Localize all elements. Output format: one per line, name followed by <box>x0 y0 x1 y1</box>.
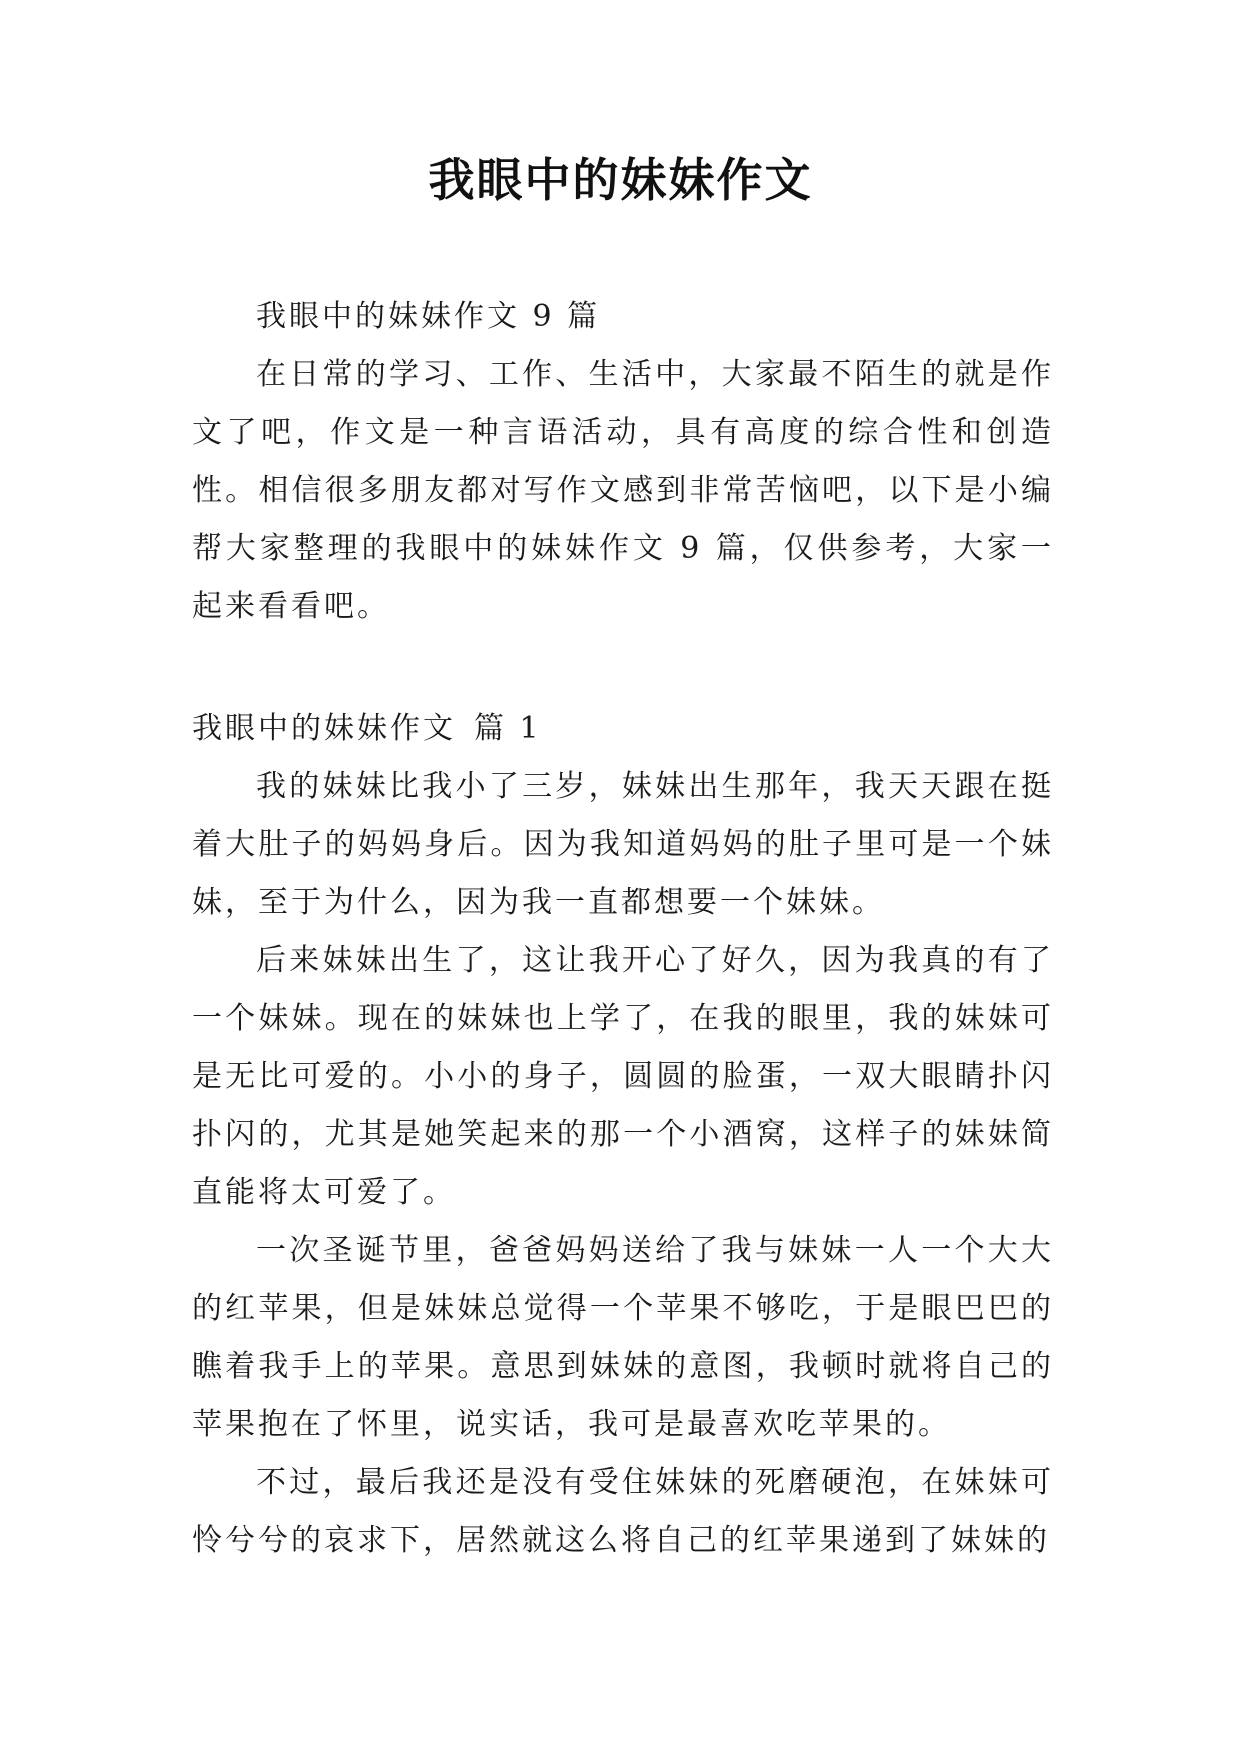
body-paragraph: 后来妹妹出生了，这让我开心了好久，因为我真的有了一个妹妹。现在的妹妹也上学了，在我的眼里，我的妹妹可是无比可爱的。小小的身子，圆圆的脸蛋，一双大眼睛扑闪扑闪的，尤其是她笑起来的那一个小酒窝，这样子的妹妹简直能将太可爱了。 <box>192 943 1054 1210</box>
document-title: 我眼中的妹妹作文 <box>428 153 813 207</box>
intro-paragraph: 在日常的学习、工作、生活中，大家最不陌生的就是作文了吧，作文是一种言语活动，具有高度的综合性和创造性。相信很多朋友都对写作文感到非常苦恼吧，以下是小编帮大家整理的我眼中的妹妹作文 9 篇，仅供参考，大家一起来看看吧。 <box>192 357 1054 624</box>
section-heading-number: 篇 1 <box>474 711 542 746</box>
body-paragraph: 不过，最后我还是没有受住妹妹的死磨硬泡，在妹妹可怜兮兮的哀求下，居然就这么将自己的红苹果递到了妹妹的 <box>192 1465 1054 1558</box>
body-paragraph: 一次圣诞节里，爸爸妈妈送给了我与妹妹一人一个大大的红苹果，但是妹妹总觉得一个苹果不够吃，于是眼巴巴的瞧着我手上的苹果。意思到妹妹的意图，我顿时就将自己的苹果抱在了怀里，说实话，我可是最喜欢吃苹果的。 <box>192 1233 1054 1442</box>
section-heading <box>192 700 1054 758</box>
section-heading-title: 我眼中的妹妹作文 <box>192 711 456 746</box>
body-paragraph: 我的妹妹比我小了三岁，妹妹出生那年，我天天跟在挺着大肚子的妈妈身后。因为我知道妈妈的肚子里可是一个妹妹，至于为什么，因为我一直都想要一个妹妹。 <box>192 769 1054 920</box>
document-body <box>192 288 1054 1570</box>
document-subtitle: 我眼中的妹妹作文 9 篇 <box>256 299 601 334</box>
